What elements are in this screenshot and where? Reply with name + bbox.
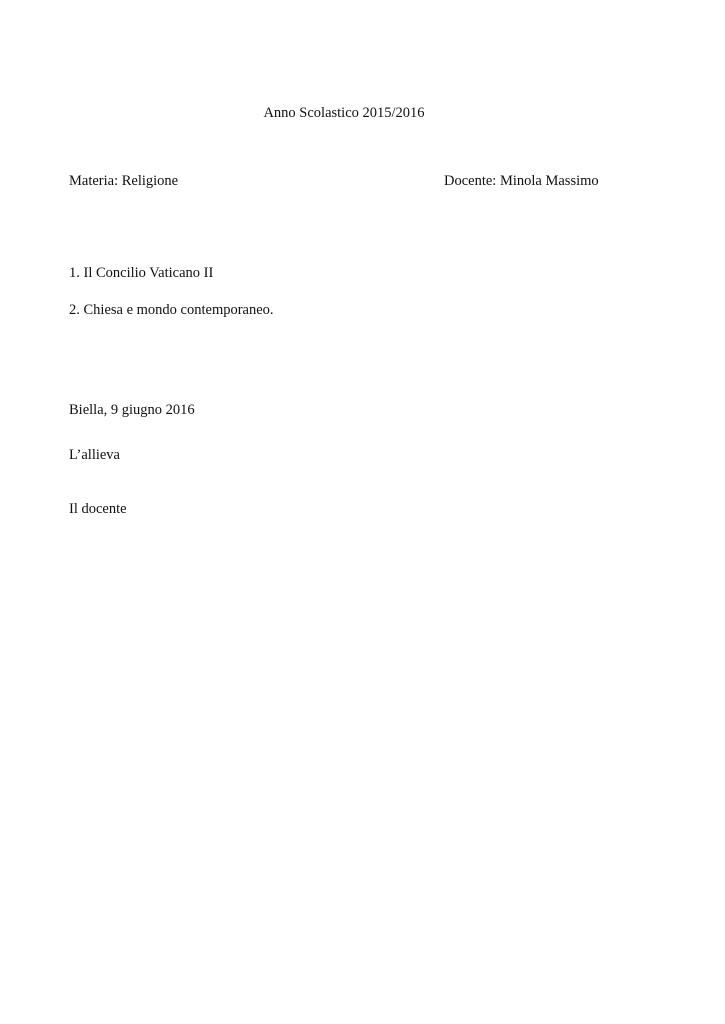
program-item: 1. Il Concilio Vaticano II xyxy=(69,265,214,281)
subject-label: Materia: Religione xyxy=(69,173,179,189)
teacher-label: Docente: Minola Massimo xyxy=(444,173,599,189)
student-signature-label: L’allieva xyxy=(69,447,120,463)
program-item: 2. Chiesa e mondo contemporaneo. xyxy=(69,302,274,318)
teacher-signature-label: Il docente xyxy=(69,501,127,517)
school-year-title: Anno Scolastico 2015/2016 xyxy=(263,105,425,121)
place-date: Biella, 9 giugno 2016 xyxy=(69,402,195,418)
